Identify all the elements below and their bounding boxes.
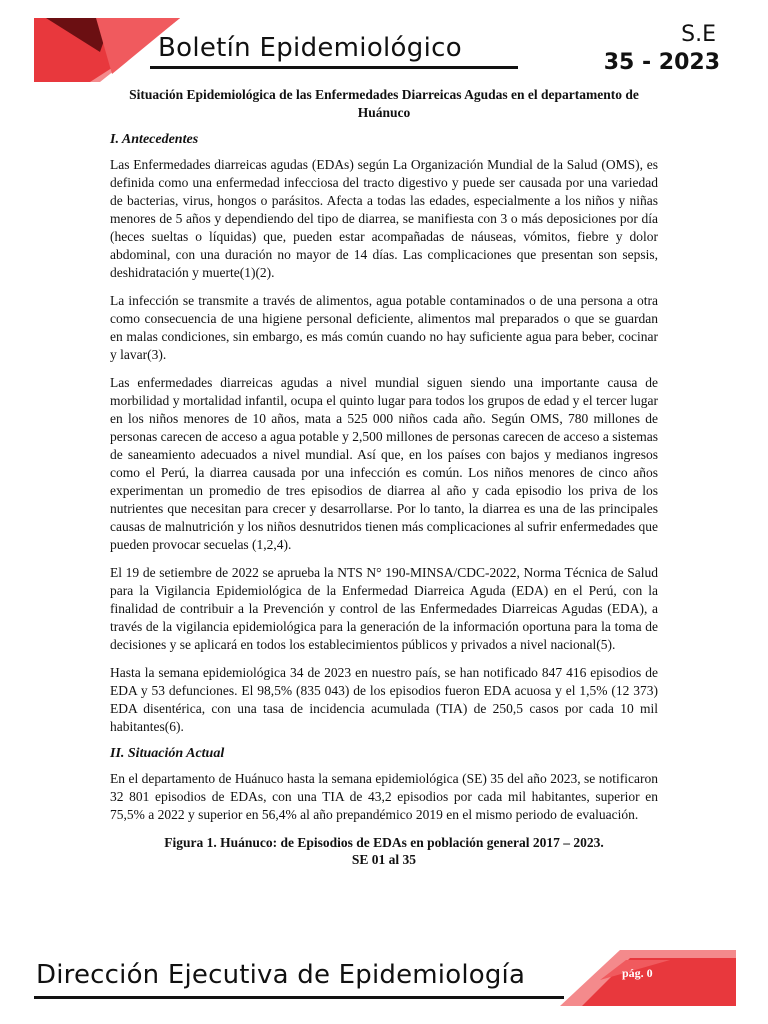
page-number: pág. 0 — [622, 966, 653, 980]
figure-caption — [110, 834, 658, 868]
paragraph: Las enfermedades diarreicas agudas a nivel mundial siguen siendo una importante causa de morbilidad y mortalidad infantil, ocupa el quinto lugar para todos los grupos de edad y el tercer lugar en los niños menores de 10 años, mata a 525 000 niños cada año. Según OMS, 780 millones de personas carecen de acceso a agua potable y 2,500 millones de personas carecen de acceso a sistemas de saneamiento adecuados a nivel mundial. Así que, en los países con bajos y medianos ingresos como el Perú, la diarrea causada por una infección es común. Los niños menores de cinco años experimentan un promedio de tres episodios de diarrea al año y cada episodio los priva de los nutrientes que necesitan para crecer y desarrollarse. Por lo tanto, la diarrea es una de las principales causas de malnutrición y los niños desnutridos tienen más complicaciones al sufrir enfermedades que pueden provocar secuelas (1,2,4). — [110, 375, 658, 552]
paragraph: Hasta la semana epidemiológica 34 de 2023 en nuestro país, se han notificado 847 416 episodios de EDA y 53 defunciones. El 98,5% (835 043) de los episodios fueron EDA acuosa y el 1,5% (12 373) EDA disentérica, con una tasa de incidencia acumulada (TIA) de 250,5 casos por cada 10 mil habitantes(6). — [110, 665, 658, 734]
page-footer — [0, 950, 768, 1024]
paragraph: En el departamento de Huánuco hasta la semana epidemiológica (SE) 35 del año 2023, se notificaron 32 801 episodios de EDAs, con una TIA de 43,2 episodios por cada mil habitantes, superior en 75,5% a 2022 y superior en 56,4% al año prepandémico 2019 en el mismo periodo de evaluación. — [110, 771, 658, 822]
document-body — [110, 86, 658, 868]
figure-caption-line1: Figura 1. Huánuco: de Episodios de EDAs en población general 2017 – 2023. — [164, 835, 604, 850]
se-label: S.E — [681, 22, 716, 47]
paragraph: Las Enfermedades diarreicas agudas (EDAs) según La Organización Mundial de la Salud (OMS), es definida como una enfermedad infecciosa del tracto digestivo y puede ser causada por una variedad de bacterias, virus, hongos o parásitos. Afecta a todas las edades, especialmente a los niños y niñas menores de 5 años y dependiendo del tipo de diarrea, se manifiesta con 3 o más deposiciones por día (heces sueltas o líquidas) que, pueden estar acompañadas de náuseas, vómitos, fiebre y dolor abdominal, con una duración no mayor de 14 días. Las complicaciones que presentan son sepsis, deshidratación y muerte(1)(2). — [110, 157, 658, 280]
document-title: Situación Epidemiológica de las Enfermedades Diarreicas Agudas en el departamento de Huánuco — [129, 87, 639, 120]
paragraph: La infección se transmite a través de alimentos, agua potable contaminados o de una persona a otra como consecuencia de una higiene personal deficiente, alimentos mal preparados o que se guardan en malas condiciones, sin embargo, es más común cuando no hay suficiente agua para beber, cocinar y lavar(3). — [110, 293, 658, 362]
footer-underline — [34, 996, 564, 999]
figure-caption-line2: SE 01 al 35 — [351, 852, 417, 867]
section-heading-situacion-actual: II. Situación Actual — [110, 746, 225, 761]
section-heading-antecedentes: I. Antecedentes — [110, 132, 199, 147]
title-underline — [150, 66, 518, 69]
paragraph: El 19 de setiembre de 2022 se aprueba la NTS N° 190-MINSA/CDC-2022, Norma Técnica de Salud para la Vigilancia Epidemiológica de la Enfermedad Diarreica Aguda (EDA) en el Perú, con la finalidad de contribuir a la Prevención y control de las Enfermedades Diarreicas Agudas (EDA), a través de la vigilancia epidemiológica para la generación de la información oportuna para la toma de decisiones y se aplicará en todos los establecimientos públicos y privados a nivel nacional(5). — [110, 565, 658, 652]
se-number: 35 - 2023 — [603, 50, 720, 75]
bulletin-title: Boletín Epidemiológico — [158, 33, 462, 63]
page-header — [0, 0, 768, 90]
footer-title: Dirección Ejecutiva de Epidemiología — [36, 960, 526, 990]
